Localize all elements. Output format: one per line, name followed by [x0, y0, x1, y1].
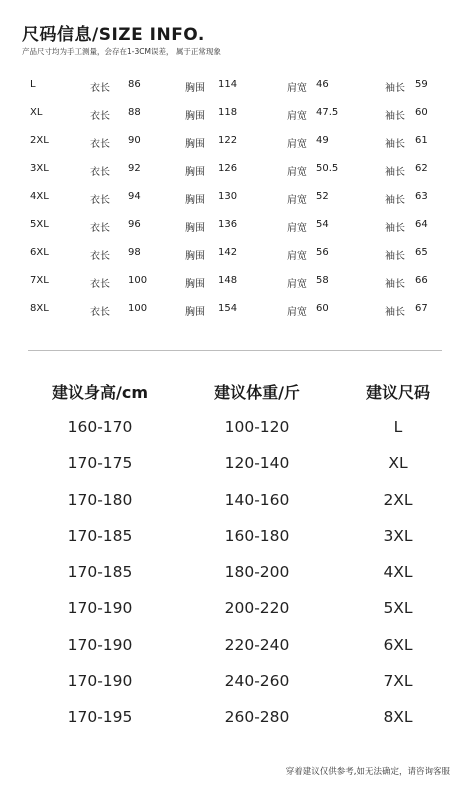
- length-value: 100: [128, 303, 148, 314]
- height-cell: 170-190: [67, 635, 133, 654]
- weight-cell: 120-140: [224, 454, 290, 473]
- chest-label: 胸围: [185, 307, 205, 318]
- measurement-row: [0, 296, 474, 324]
- chest-label: 胸围: [185, 111, 205, 122]
- shoulder-label: 肩宽: [287, 307, 307, 318]
- recommendation-row: [0, 519, 474, 555]
- sleeve-label: 袖长: [385, 307, 405, 318]
- sleeve-value: 66: [415, 275, 428, 286]
- shoulder-value: 58: [316, 275, 329, 286]
- shoulder-label: 肩宽: [287, 223, 307, 234]
- size-cell: 3XL: [383, 526, 413, 545]
- size-cell: XL: [388, 454, 408, 473]
- chest-label: 胸围: [185, 83, 205, 94]
- height-cell: 170-185: [67, 563, 133, 582]
- chest-label: 胸围: [185, 167, 205, 178]
- size-label: 2XL: [30, 135, 49, 146]
- chest-value: 154: [218, 303, 238, 314]
- chest-value: 148: [218, 275, 238, 286]
- shoulder-label: 肩宽: [287, 279, 307, 290]
- size-label: 7XL: [30, 275, 49, 286]
- length-value: 94: [128, 191, 141, 202]
- sleeve-value: 60: [415, 107, 428, 118]
- length-value: 92: [128, 163, 141, 174]
- size-label: L: [30, 79, 36, 90]
- measurement-table: [0, 72, 474, 324]
- length-value: 86: [128, 79, 141, 90]
- size-label: XL: [30, 107, 43, 118]
- size-header: 建议尺码: [365, 383, 430, 402]
- size-cell: 6XL: [383, 635, 413, 654]
- measurement-row: [0, 128, 474, 156]
- shoulder-label: 肩宽: [287, 83, 307, 94]
- recommendation-row: [0, 446, 474, 482]
- weight-header: 建议体重/斤: [214, 383, 300, 402]
- measurement-row: [0, 100, 474, 128]
- recommendation-row: [0, 628, 474, 664]
- weight-cell: 180-200: [224, 563, 290, 582]
- length-label: 衣长: [90, 195, 110, 206]
- sleeve-value: 61: [415, 135, 428, 146]
- shoulder-value: 60: [316, 303, 329, 314]
- length-label: 衣长: [90, 279, 110, 290]
- height-cell: 170-185: [67, 526, 133, 545]
- length-label: 衣长: [90, 251, 110, 262]
- recommendation-header: [0, 372, 474, 410]
- chest-label: 胸围: [185, 223, 205, 234]
- chest-value: 130: [218, 191, 238, 202]
- size-label: 4XL: [30, 191, 49, 202]
- recommendation-row: [0, 664, 474, 700]
- weight-cell: 260-280: [224, 708, 290, 727]
- measurement-row: [0, 72, 474, 100]
- length-label: 衣长: [90, 167, 110, 178]
- chest-label: 胸围: [185, 251, 205, 262]
- chest-value: 142: [218, 247, 238, 258]
- sleeve-label: 袖长: [385, 251, 405, 262]
- size-label: 3XL: [30, 163, 49, 174]
- measurement-row: [0, 240, 474, 268]
- chest-value: 126: [218, 163, 238, 174]
- chest-label: 胸围: [185, 279, 205, 290]
- shoulder-value: 52: [316, 191, 329, 202]
- chest-label: 胸围: [185, 139, 205, 150]
- shoulder-label: 肩宽: [287, 251, 307, 262]
- measurement-row: [0, 156, 474, 184]
- weight-cell: 220-240: [224, 635, 290, 654]
- shoulder-value: 54: [316, 219, 329, 230]
- chest-value: 114: [218, 79, 238, 90]
- length-value: 98: [128, 247, 141, 258]
- sleeve-value: 65: [415, 247, 428, 258]
- sleeve-label: 袖长: [385, 111, 405, 122]
- chest-label: 胸围: [185, 195, 205, 206]
- section-divider: [28, 350, 442, 351]
- size-label: 8XL: [30, 303, 49, 314]
- size-cell: L: [393, 418, 403, 436]
- shoulder-label: 肩宽: [287, 139, 307, 150]
- length-label: 衣长: [90, 111, 110, 122]
- weight-cell: 140-160: [224, 490, 290, 509]
- sleeve-value: 62: [415, 163, 428, 174]
- size-cell: 4XL: [383, 563, 413, 582]
- height-cell: 170-175: [67, 454, 133, 473]
- height-cell: 170-195: [67, 708, 133, 727]
- sleeve-label: 袖长: [385, 83, 405, 94]
- recommendation-table: [0, 372, 474, 737]
- sleeve-label: 袖长: [385, 223, 405, 234]
- length-label: 衣长: [90, 307, 110, 318]
- size-label: 5XL: [30, 219, 49, 230]
- weight-cell: 160-180: [224, 526, 290, 545]
- sleeve-label: 袖长: [385, 279, 405, 290]
- size-cell: 5XL: [383, 599, 413, 618]
- weight-cell: 100-120: [224, 418, 290, 436]
- length-value: 96: [128, 219, 141, 230]
- length-value: 90: [128, 135, 141, 146]
- height-cell: 170-190: [67, 672, 133, 691]
- length-label: 衣长: [90, 83, 110, 94]
- chest-value: 122: [218, 135, 238, 146]
- height-cell: 170-190: [67, 599, 133, 618]
- shoulder-label: 肩宽: [287, 111, 307, 122]
- shoulder-value: 50.5: [316, 163, 339, 174]
- shoulder-value: 47.5: [316, 107, 339, 118]
- footer-note: 穿着建议仅供参考,如无法确定，请咨询客服: [285, 767, 450, 777]
- weight-cell: 240-260: [224, 672, 290, 691]
- recommendation-row: [0, 591, 474, 627]
- height-header: 建议身高/cm: [51, 383, 148, 402]
- length-value: 100: [128, 275, 148, 286]
- sleeve-value: 63: [415, 191, 428, 202]
- sleeve-value: 67: [415, 303, 428, 314]
- measurement-note: 产品尺寸均为手工测量，会存在1-3CM误差， 属于正常现象: [22, 47, 221, 56]
- height-cell: 170-180: [67, 490, 133, 509]
- measurement-row: [0, 212, 474, 240]
- shoulder-value: 56: [316, 247, 329, 258]
- weight-cell: 200-220: [224, 599, 290, 618]
- chest-value: 136: [218, 219, 238, 230]
- sleeve-value: 59: [415, 79, 428, 90]
- recommendation-row: [0, 483, 474, 519]
- shoulder-label: 肩宽: [287, 195, 307, 206]
- size-cell: 7XL: [383, 672, 413, 691]
- size-label: 6XL: [30, 247, 49, 258]
- size-cell: 8XL: [383, 708, 413, 727]
- shoulder-value: 49: [316, 135, 329, 146]
- measurement-row: [0, 268, 474, 296]
- chest-value: 118: [218, 107, 238, 118]
- length-label: 衣长: [90, 139, 110, 150]
- recommendation-row: [0, 555, 474, 591]
- sleeve-label: 袖长: [385, 195, 405, 206]
- height-cell: 160-170: [67, 418, 133, 436]
- recommendation-row: [0, 700, 474, 736]
- length-value: 88: [128, 107, 141, 118]
- sleeve-label: 袖长: [385, 139, 405, 150]
- page-title: 尺码信息/SIZE INFO.: [22, 25, 205, 45]
- shoulder-value: 46: [316, 79, 329, 90]
- length-label: 衣长: [90, 223, 110, 234]
- size-cell: 2XL: [383, 490, 413, 509]
- recommendation-row: [0, 410, 474, 446]
- sleeve-label: 袖长: [385, 167, 405, 178]
- measurement-row: [0, 184, 474, 212]
- sleeve-value: 64: [415, 219, 428, 230]
- shoulder-label: 肩宽: [287, 167, 307, 178]
